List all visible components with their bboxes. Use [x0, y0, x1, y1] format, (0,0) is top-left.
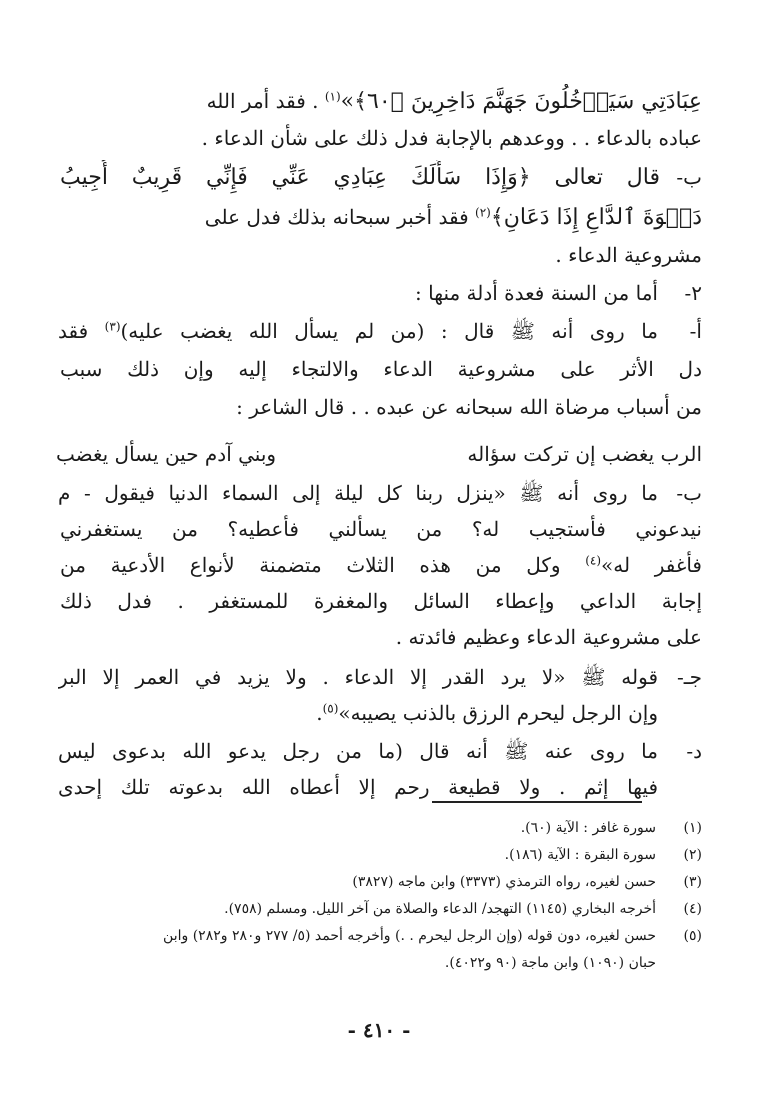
text-line-14: على مشروعية الدعاء وعظيم فائدته . [395, 625, 702, 649]
footnote-3 [56, 870, 702, 894]
quran-text: قال تعالى ﴿وَإِذَا سَأَلَكَ عِبَادِي عَنِّي فَإِنِّي قَرِيبٌ أُجِيبُ [60, 165, 660, 190]
list-marker-a: أ- [689, 319, 702, 343]
footnote-text: أخرجه البخاري (١١٤٥) التهجد/ الدعاء والصلاة من آخر الليل. ومسلم (٧٥٨). [224, 901, 656, 917]
text-span: وكل من هذه الثلاث متضمنة لأنواع الأدعية من [60, 553, 561, 577]
text-span: ما روى أنه ﷺ قال : (من لم يسأل الله يغضب عليه) [120, 319, 658, 343]
footnote-number: (٤) [683, 901, 702, 917]
list-marker-2: ٢- [684, 281, 702, 305]
text-line-11: نيدعوني فأستجيب له؟ من يسألني فأعطيه؟ من يستغفرني [60, 517, 702, 541]
text-line-5: مشروعية الدعاء . [555, 243, 702, 267]
list-marker-b2: ب- [676, 481, 702, 505]
footnote-ref-1: (١) [324, 89, 341, 104]
footnote-ref-2: (٢) [475, 205, 491, 220]
text-line-18: فيها إثم . ولا قطيعة رحم إلا أعطاه الله بدعوته تلك إحدى [58, 775, 658, 799]
text-span: فقد أخبر سبحانه بذلك فدل على [204, 205, 469, 229]
footnote-4 [56, 897, 702, 921]
text-line-17: ما روى عنه ﷺ أنه قال (ما من رجل يدعو الله بدعوى ليس [58, 739, 658, 763]
text-span: فقد [58, 319, 89, 343]
text-span: فأغفر له» [601, 553, 702, 577]
text-line-1 [60, 84, 702, 120]
list-marker-d: د- [686, 739, 702, 763]
list-marker-j: جـ- [677, 665, 702, 689]
text-span: وإن الرجل ليحرم الرزق بالذنب يصيبه» [338, 701, 658, 725]
footnote-text: سورة البقرة : الآية (١٨٦). [504, 847, 656, 863]
verse-hemistich-right: الرب يغضب إن تركت سؤاله [467, 442, 702, 466]
footnote-ref-3: (٣) [104, 319, 121, 334]
text-line-16 [58, 696, 658, 732]
list-marker-b1: ب- [676, 165, 702, 189]
text-line-15: قوله ﷺ «لا يرد القدر إلا الدعاء . ولا يزيد في العمر إلا البر [58, 665, 658, 689]
text-line-12 [60, 548, 702, 584]
footnote-number: (٢) [683, 847, 702, 863]
text-line-6: أما من السنة فعدة أدلة منها : [415, 281, 658, 305]
text-line-9: من أسباب مرضاة الله سبحانه عن عبده . . قال الشاعر : [236, 395, 702, 419]
quran-text: دَعۡوَةَ ٱلدَّاعِ إِذَا دَعَانِ﴾ [490, 205, 702, 230]
text-span: . فقد أمر الله [206, 89, 319, 113]
footnote-5 [56, 924, 702, 948]
text-line-7 [58, 314, 658, 350]
footnote-text: حسن لغيره، دون قوله (وإن الرجل ليحرم . .) وأخرجه أحمد (٥/ ٢٧٧ و٢٨٠ و٢٨٢) وابن [163, 928, 656, 944]
quran-text: عِبَادَتِي سَيَدۡخُلُونَ جَهَنَّمَ دَاخِرِينَ ﴿٦٠﴾» [340, 89, 702, 114]
verse-hemistich-left: وبني آدم حين يسأل يغضب [56, 442, 277, 466]
text-span: . [316, 701, 323, 725]
footnote-ref-4: (٤) [585, 553, 602, 568]
footnote-1 [56, 816, 702, 840]
text-line-4 [60, 200, 702, 236]
footnote-5-continuation: حبان (١٠٩٠) وابن ماجة (٩٠ و٤٠٢٢). [444, 955, 656, 971]
footnote-2 [56, 843, 702, 867]
footnote-number: (٥) [683, 928, 702, 944]
footnote-number: (١) [683, 820, 702, 836]
text-line-2: عباده بالدعاء . . ووعدهم بالإجابة فدل ذلك على شأن الدعاء . [201, 126, 702, 150]
footnote-text: حسن لغيره، رواه الترمذي (٣٣٧٣) وابن ماجه (٣٨٢٧) [352, 874, 656, 890]
text-line-13: إجابة الداعي وإعطاء السائل والمغفرة للمستغفر . فدل ذلك [60, 589, 702, 613]
text-line-3 [60, 160, 660, 196]
footnote-text: سورة غافر : الآية (٦٠). [520, 820, 656, 836]
text-line-10: ما روى أنه ﷺ «ينزل ربنا كل ليلة إلى السماء الدنيا فيقول - م [58, 481, 658, 505]
page-number: - ٤١٠ - [347, 1018, 411, 1042]
text-line-8: دل الأثر على مشروعية الدعاء والالتجاء إليه وإن ذلك سبب [60, 357, 702, 381]
footnote-separator [432, 801, 642, 803]
footnote-number: (٣) [683, 874, 702, 890]
footnote-ref-5: (٥) [322, 701, 339, 716]
